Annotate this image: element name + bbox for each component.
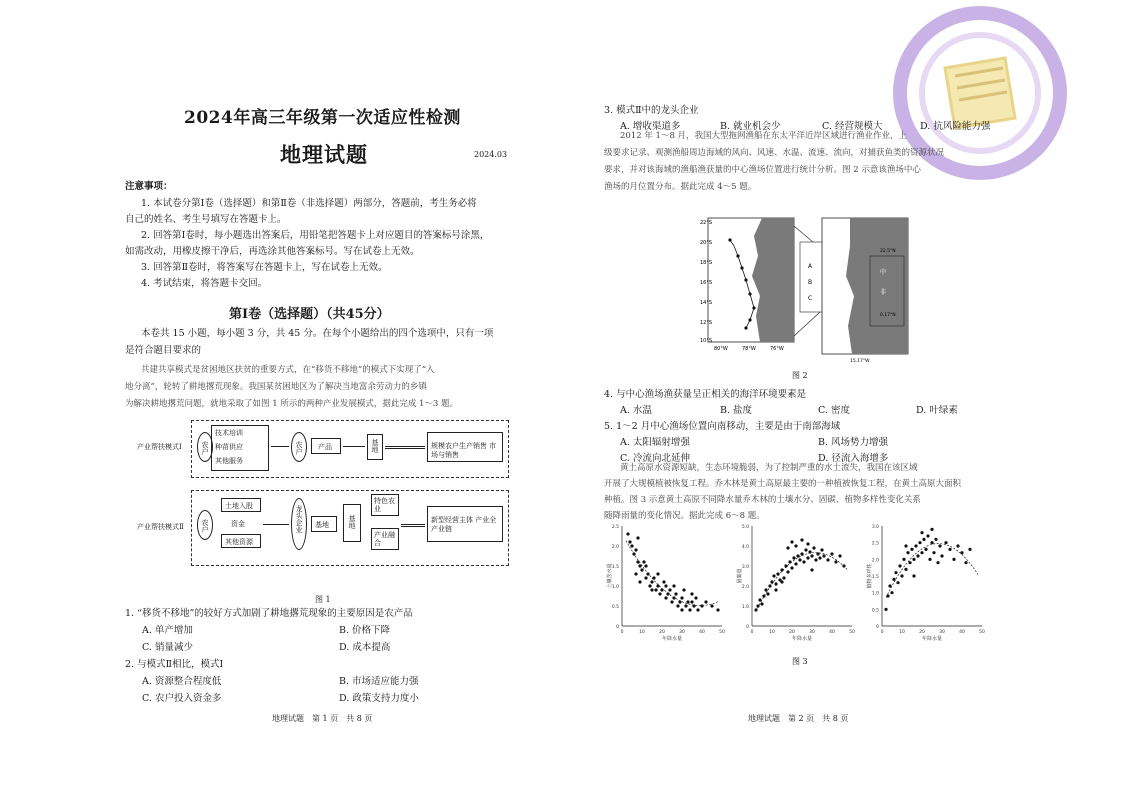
chart-point — [896, 581, 899, 584]
chart-x-tick-label: 40 — [959, 630, 965, 635]
question-4-stem: 4. 与中心渔场渔获量呈正相关的海洋环境要素是 — [604, 389, 807, 400]
chart-point — [812, 546, 815, 549]
chart-point — [940, 554, 943, 557]
chart-point — [642, 560, 645, 563]
chart-point — [930, 541, 933, 544]
question-2-stem: 2. 与模式Ⅱ相比，模式Ⅰ — [125, 659, 224, 670]
chart-point — [650, 580, 653, 583]
mode-2-base — [311, 516, 337, 532]
mode-2-sub — [371, 528, 399, 550]
section-intro: 本卷共 15 小题，每小题 3 分，共 45 分。在每个小题给出的四个选项中，只有一项 — [141, 328, 494, 339]
passage-line: 为解决耕地撂荒问题，就地采取了如图 1 所示的两种产业发展模式，据此完成 1～3 题。 — [125, 399, 459, 409]
chart-point — [716, 608, 719, 611]
mode-2-company — [291, 498, 307, 550]
mode-1-label: 产业帮扶模式Ⅰ — [137, 443, 182, 451]
chart-point — [772, 574, 775, 577]
passage3-line: 种植。图 3 示意黄土高原不同降水量乔木林的土壤水分、固碳、植物多样性变化关系 — [604, 495, 921, 505]
page-2 — [560, 0, 1123, 794]
chart-point — [636, 536, 639, 539]
inset-label: B — [808, 279, 813, 286]
chart-point — [818, 556, 821, 559]
chart-point — [644, 576, 647, 579]
chart-x-tick-label: 30 — [939, 630, 945, 635]
chart-y-label: 固碳量 — [737, 568, 743, 584]
page-2-footer: 地理试题 第 2 页 共 8 页 — [748, 714, 849, 723]
arrow — [263, 524, 289, 525]
chart-point — [766, 592, 769, 595]
chart-point — [804, 548, 807, 551]
chart-point — [936, 561, 939, 564]
question-3-stem: 3. 模式Ⅱ中的龙头企业 — [604, 105, 699, 116]
chart-point — [920, 531, 923, 534]
service-item: 技术培训 — [215, 429, 243, 437]
section-intro: 是符合题目要求的 — [125, 345, 202, 356]
mode-1-base — [367, 434, 383, 460]
mode-2-input — [221, 534, 261, 548]
chart-x-label: 年降水量 — [921, 636, 943, 642]
figure-3-caption: 图 3 — [792, 657, 808, 666]
chart-x-tick-label: 0 — [880, 630, 884, 635]
figure-1-diagram — [125, 418, 525, 593]
mode-1-product — [311, 438, 341, 454]
mode-2-farmer-text: 农户 — [201, 519, 209, 533]
arrow — [401, 524, 425, 527]
arrow — [343, 446, 365, 447]
question-5-option: A. 太阳辐射增强 — [620, 437, 690, 448]
figure-2-map — [700, 216, 910, 366]
chart-point — [764, 588, 767, 591]
section-heading: 第Ⅰ卷（选择题）（共45分） — [229, 307, 390, 322]
chart-x-label: 年降水量 — [791, 636, 813, 642]
chart-y-tick-label: 1.0 — [871, 591, 879, 597]
map-inset-lat: 22.5°N — [880, 249, 896, 254]
page-1 — [0, 0, 560, 794]
chart-x-tick-label: 50 — [719, 630, 725, 635]
chart-point — [786, 570, 789, 573]
map-inset-lon: 15.17°W — [850, 359, 870, 364]
question-2-option: B. 市场适应能力强 — [339, 676, 419, 687]
chart-point — [800, 538, 803, 541]
chart-y-tick-label: 3.0 — [871, 525, 879, 530]
mode-2-result-text: 新型经营主体 产业全产业链 — [431, 516, 497, 533]
chart-point — [710, 604, 713, 607]
chart-point — [660, 588, 663, 591]
chart-point — [774, 588, 777, 591]
chart-point — [760, 602, 763, 605]
chart-point — [900, 574, 903, 577]
chart-y-tick-label: 2.5 — [611, 525, 619, 530]
map-lat-label: 18°S — [700, 260, 713, 266]
map-lon-label: 78°W — [742, 346, 756, 352]
chart-point — [634, 572, 637, 575]
question-3-option: D. 抗风险能力强 — [920, 121, 991, 132]
chart-x-tick-label: 50 — [849, 630, 855, 635]
passage3-line: 随降雨量的变化情况。据此完成 6～8 题。 — [604, 511, 765, 521]
chart-point — [920, 551, 923, 554]
chart-point — [912, 558, 915, 561]
question-1-stem: 1. “移货不移地”的较好方式加剧了耕地撂荒现象的主要原因是农产品 — [125, 608, 413, 619]
inset-label: C — [808, 295, 813, 302]
chart-point — [894, 571, 897, 574]
passage3-line: 开展了大规模植被恢复工程。乔木林是黄土高原最主要的一种植被恢复工程，在黄土高原大面积 — [604, 479, 962, 489]
question-4-option: A. 水温 — [620, 405, 652, 416]
notice-line: 自己的姓名、考生号填写在答题卡上。 — [125, 214, 287, 225]
chart-x-tick-label: 10 — [769, 630, 775, 635]
chart-point — [688, 608, 691, 611]
chart-point — [644, 564, 647, 567]
chart-x-tick-label: 0 — [750, 630, 754, 635]
chart-point — [668, 588, 671, 591]
chart-point — [634, 548, 637, 551]
chart-y-tick-label: 2.0 — [611, 545, 619, 550]
chart-trend-line — [626, 541, 718, 606]
mode-2-processing-text: 基地 — [348, 515, 356, 529]
mode-2-label: 产业帮扶模式Ⅱ — [137, 523, 184, 531]
chart-y-tick-label: 0.5 — [871, 608, 879, 614]
arrow — [271, 446, 289, 447]
chart-point — [790, 540, 793, 543]
chart-point — [898, 564, 901, 567]
chart-point — [806, 542, 809, 545]
chart-point — [968, 548, 971, 551]
chart-point — [914, 544, 917, 547]
chart-y-tick-label: 0.5 — [611, 605, 619, 610]
chart-y-tick-label: 2.0 — [871, 558, 879, 564]
chart-point — [682, 588, 685, 591]
mode-2-base-text: 基地 — [315, 521, 329, 529]
map-lat-label: 22°S — [700, 220, 713, 226]
map-lat-label: 14°S — [700, 300, 713, 306]
chart-point — [928, 558, 931, 561]
chart-point — [656, 572, 659, 575]
chart-y-tick-label: 5.0 — [741, 525, 749, 530]
chart-point — [680, 596, 683, 599]
chart-y-tick-label: 1.0 — [611, 585, 619, 590]
chart-y-label: 土壤含水量 — [607, 563, 613, 589]
chart-point — [650, 588, 653, 591]
chart-point — [674, 592, 677, 595]
chart-point — [770, 580, 773, 583]
chart-point — [696, 608, 699, 611]
figure-1-caption: 图 1 — [315, 595, 331, 604]
chart-point — [782, 576, 785, 579]
passage3-line: 黄土高原水资源短缺，生态环境脆弱，为了控制严重的水土流失，我国在该区域 — [620, 463, 918, 473]
chart-point — [628, 540, 631, 543]
question-5-option: B. 风场势力增强 — [818, 437, 889, 448]
chart-point — [704, 600, 707, 603]
chart-point — [630, 544, 633, 547]
chart-point — [884, 608, 887, 611]
chart-point — [640, 568, 643, 571]
question-4-option: D. 叶绿素 — [916, 405, 958, 416]
chart-point — [794, 544, 797, 547]
chart-point — [672, 584, 675, 587]
input-item: 其他资源 — [225, 538, 253, 546]
chart-y-tick-label: 0 — [876, 625, 879, 630]
chart-point — [700, 604, 703, 607]
chart-y-tick-label: 2.5 — [871, 541, 879, 547]
chart-point — [826, 558, 829, 561]
chart-point — [802, 560, 805, 563]
chart-point — [934, 538, 937, 541]
chart-x-tick-label: 10 — [899, 630, 905, 635]
mode-2-result — [427, 506, 503, 542]
question-2-option: D. 政策支持力度小 — [339, 693, 419, 704]
chart-y-tick-label: 0 — [616, 625, 619, 630]
chart-point — [806, 556, 809, 559]
notice-line: 3. 回答第Ⅱ卷时，将答案写在答题卡上，写在试卷上无效。 — [141, 262, 388, 273]
chart-point — [780, 580, 783, 583]
mode-2-company-text: 龙头企业 — [295, 505, 303, 533]
chart-point — [690, 592, 693, 595]
chart-point — [790, 566, 793, 569]
notice-line: 4. 考试结束，将答题卡交回。 — [141, 278, 268, 289]
chart-point — [654, 588, 657, 591]
chart-x-tick-label: 20 — [919, 630, 925, 635]
chart-point — [956, 544, 959, 547]
chart-x-tick-label: 30 — [809, 630, 815, 635]
question-3-option: A. 增收渠道多 — [620, 121, 681, 132]
sub-item: 产业融合 — [374, 531, 395, 547]
question-3-option: C. 经营规模大 — [822, 121, 883, 132]
question-5-option: C. 冷流向北延伸 — [620, 453, 690, 464]
question-1-option: B. 价格下降 — [339, 625, 391, 636]
chart-point — [798, 558, 801, 561]
chart-x-tick-label: 40 — [699, 630, 705, 635]
chart-point — [938, 544, 941, 547]
exam-date: 2024.03 — [474, 150, 508, 159]
mode-2-sub — [371, 494, 399, 516]
sub-item: 特色农业 — [374, 497, 395, 513]
chart-x-tick-label: 40 — [829, 630, 835, 635]
chart-point — [930, 528, 933, 531]
chart-point — [664, 596, 667, 599]
figure-3-charts — [608, 522, 988, 652]
mode-1-base-text: 基地 — [371, 439, 379, 453]
notice-heading: 注意事项： — [125, 181, 173, 192]
notice-line: 2. 回答第Ⅰ卷时，每小题选出答案后，用铅笔把答题卡上对应题目的答案标号涂黑， — [141, 230, 490, 241]
chart-trend-line — [886, 544, 978, 598]
chart-y-tick-label: 1.0 — [741, 605, 749, 610]
chart-point — [910, 548, 913, 551]
chart-point — [916, 554, 919, 557]
question-3-option: B. 就业机会少 — [720, 121, 781, 132]
chart-point — [694, 596, 697, 599]
question-2-option: A. 资源整合程度低 — [142, 676, 222, 687]
chart-point — [794, 562, 797, 565]
mode-1-mid-text: 农户 — [295, 441, 303, 455]
map-lon-label: 80°W — [714, 346, 728, 352]
chart-y-tick-label: 1.5 — [871, 575, 879, 580]
chart-y-label: 植物多样性 — [867, 563, 873, 589]
chart-point — [786, 546, 789, 549]
chart-point — [822, 554, 825, 557]
chart-point — [932, 551, 935, 554]
chart-point — [810, 568, 813, 571]
chart-x-tick-label: 0 — [620, 630, 624, 635]
chart-point — [944, 541, 947, 544]
arrow — [385, 446, 425, 449]
mode-2-input — [221, 498, 261, 512]
question-5-stem: 5. 1～2 月中心渔场位置向南移动，主要是由于南部海域 — [604, 421, 841, 432]
chart-point — [964, 561, 967, 564]
map-lat-label: 12°S — [700, 320, 713, 326]
chart-point — [810, 554, 813, 557]
chart-point — [830, 552, 833, 555]
chart-point — [922, 538, 925, 541]
page-1-footer: 地理试题 第 1 页 共 8 页 — [272, 714, 373, 723]
chart-x-tick-label: 10 — [639, 630, 645, 635]
chart-point — [902, 558, 905, 561]
map-inset-lat: 0.17°N — [880, 313, 896, 318]
chart-point — [690, 600, 693, 603]
mode-2-farmer — [197, 510, 213, 540]
question-1-option: C. 销量减少 — [142, 642, 193, 653]
chart-x-tick-label: 20 — [659, 630, 665, 635]
chart-point — [904, 544, 907, 547]
chart-x-tick-label: 50 — [979, 630, 985, 635]
chart-y-tick-label: 4.0 — [741, 545, 749, 550]
passage2-line: 2012 年 1～8 月，我国大型拖网渔船在东太平洋近岸区域进行渔业作业，上 — [620, 131, 908, 141]
chart-x-tick-label: 30 — [679, 630, 685, 635]
chart-point — [658, 592, 661, 595]
map-lat-label: 20°S — [700, 240, 713, 246]
chart-point — [648, 584, 651, 587]
chart-point — [960, 551, 963, 554]
chart-y-tick-label: 1.5 — [611, 565, 619, 570]
chart-point — [908, 561, 911, 564]
chart-point — [788, 560, 791, 563]
notice-line: 1. 本试卷分第Ⅰ卷（选择题）和第Ⅱ卷（非选择题）两部分，答题前，考生务必将 — [141, 198, 477, 209]
chart-trend-line — [756, 553, 848, 612]
question-1-option: A. 单产增加 — [142, 625, 193, 636]
figure-2-caption: 图 2 — [792, 371, 808, 380]
question-1-option: D. 成本提高 — [339, 642, 391, 653]
mode-1-services — [211, 425, 269, 471]
mode-1-mid — [291, 432, 307, 462]
chart-point — [952, 558, 955, 561]
map-land-label: 非 — [880, 289, 887, 296]
chart-point — [670, 600, 673, 603]
chart-point — [906, 551, 909, 554]
service-item: 其他服务 — [215, 457, 243, 465]
chart-point — [904, 568, 907, 571]
chart-point — [638, 580, 641, 583]
exam-title: 2024年高三年级第一次适应性检测 — [184, 108, 461, 128]
chart-point — [834, 560, 837, 563]
chart-point — [890, 591, 893, 594]
question-2-option: C. 农户投入资金多 — [142, 693, 222, 704]
map-lon-label: 76°W — [770, 346, 784, 352]
map-lat-label: 16°S — [700, 280, 713, 286]
mode-1-farmer-text: 农户 — [201, 441, 209, 455]
notice-line: 如需改动，用橡皮擦干净后，再选涂其他答案标号。写在试卷上无效。 — [125, 246, 420, 257]
question-5-option: D. 径流入海增多 — [818, 453, 889, 464]
chart-point — [664, 584, 667, 587]
input-item: 土地入股 — [225, 502, 253, 510]
chart-point — [926, 534, 929, 537]
mode-2-processing — [343, 504, 361, 542]
service-item: 种苗供应 — [215, 443, 243, 451]
exam-subject: 地理试题 — [280, 142, 368, 167]
chart-point — [912, 574, 915, 577]
map-land-label: 中 — [880, 269, 887, 276]
chart-point — [948, 548, 951, 551]
mode-1-product-text: 产品 — [318, 443, 332, 451]
chart-point — [838, 554, 841, 557]
chart-point — [662, 580, 665, 583]
passage2-line: 级要求记录、观测渔船周边海域的风向、风速、水温、流速、流向，对捕获鱼类的资源状况 — [604, 148, 945, 158]
chart-y-tick-label: 0 — [746, 625, 749, 630]
question-4-option: C. 密度 — [818, 405, 850, 416]
passage2-line: 渔场的月位置分布。据此完成 4～5 题。 — [604, 182, 757, 192]
chart-point — [676, 604, 679, 607]
passage-line: 地分离”，轮转了耕地撂荒现象。我国某贫困地区为了解决当地富余劳动力的乡镇 — [125, 382, 427, 392]
chart-point — [918, 541, 921, 544]
chart-point — [924, 548, 927, 551]
chart-point — [680, 608, 683, 611]
passage-line: 共建共享模式是贫困地区扶贫的重要方式，在“移货不移地”的模式下实现了“入 — [141, 365, 435, 375]
map-lat-label: 10°S — [700, 338, 713, 344]
mode-1-result-text: 规模农户生产销售 市场与销售 — [431, 442, 497, 459]
chart-y-tick-label: 3.0 — [741, 565, 749, 570]
chart-x-label: 年降水量 — [661, 636, 683, 642]
chart-y-tick-label: 2.0 — [741, 585, 749, 590]
question-4-option: B. 盐度 — [720, 405, 753, 416]
chart-point — [814, 558, 817, 561]
passage2-line: 要求，并对该海域的渔船渔获量的中心渔场位置进行统计分析。图 2 示意该渔场中心 — [604, 165, 921, 175]
mode-2-input-plain: 资金 — [231, 520, 245, 528]
mode-1-result — [427, 432, 503, 462]
inset-label: A — [808, 263, 813, 270]
chart-point — [792, 556, 795, 559]
chart-point — [626, 532, 629, 535]
chart-point — [774, 582, 777, 585]
chart-point — [820, 548, 823, 551]
chart-point — [684, 604, 687, 607]
chart-x-tick-label: 20 — [789, 630, 795, 635]
